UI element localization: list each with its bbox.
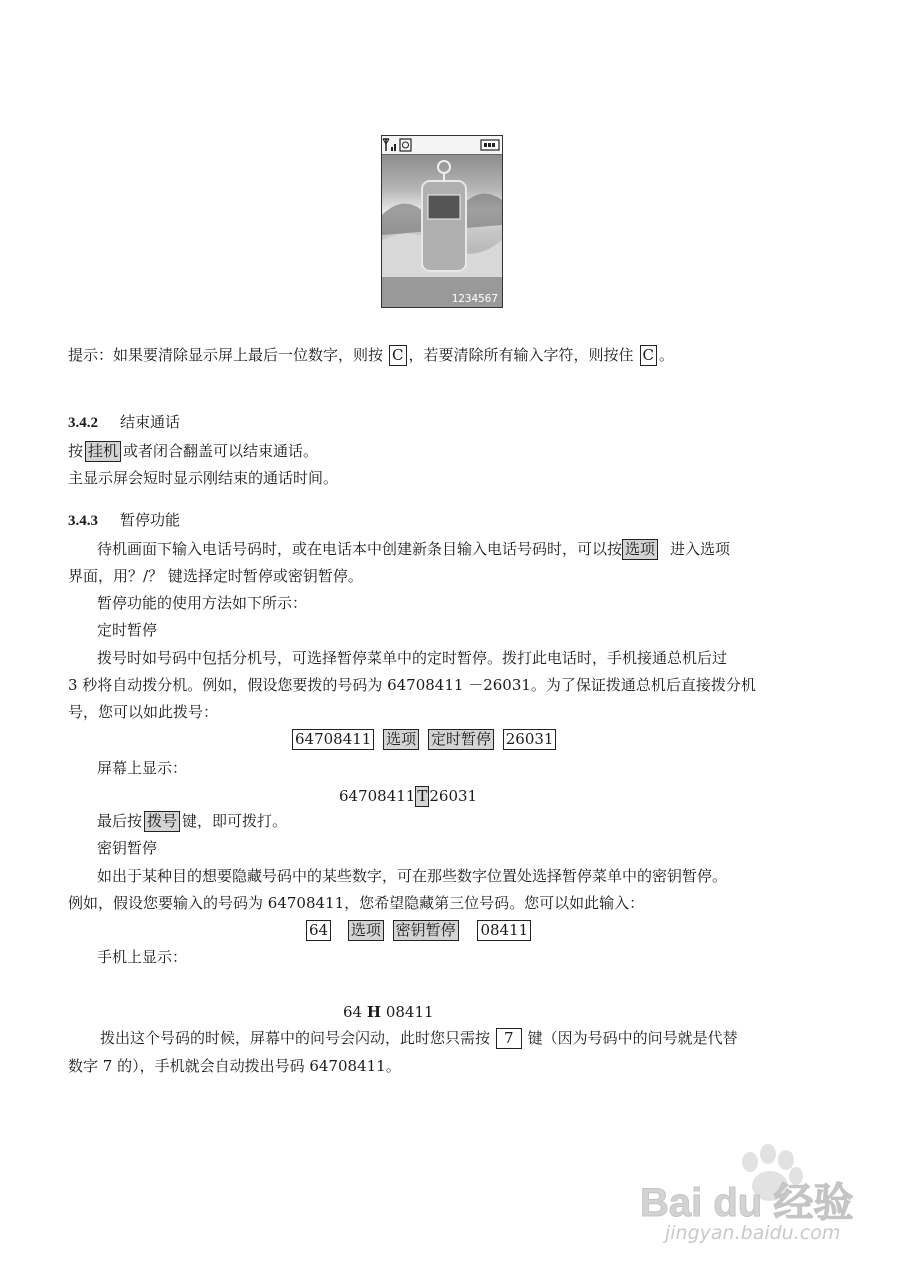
key-secret-pause: 密钥暂停 xyxy=(393,920,459,941)
key-pause-title: 密钥暂停 xyxy=(97,839,158,857)
key-number-64708411: 64708411 xyxy=(292,729,374,750)
timed-para-line-1: 拨号时如号码中包括分机号，可选择暂停菜单中的定时暂停。拨打此电话时，手机接通总机后过 xyxy=(97,649,728,667)
phone-screen-image xyxy=(381,135,503,308)
section-title: 结束通话 xyxy=(120,413,181,431)
key-dial: 拨号 xyxy=(144,811,180,832)
phone-icon xyxy=(400,139,411,151)
section-heading-343 xyxy=(68,509,180,532)
timed-para-line-2: 3 秒将自动拨分机。例如，假设您要拨的号码为 64708411 －26031。为了保证拨通总机后直接拨分机 xyxy=(68,676,756,694)
tip-line xyxy=(68,344,674,366)
key-number-26031: 26031 xyxy=(503,729,557,750)
key-7: 7 xyxy=(496,1028,522,1049)
watermark-logo: Bai du 经验 xyxy=(640,1181,854,1225)
final-para-line-2: 数字 7 的），手机就会自动拨出号码 64708411。 xyxy=(68,1057,401,1075)
key-para-line-2: 例如，假设您要输入的号码为 64708411，您希望隐藏第三位号码。您可以如此输入： xyxy=(68,894,645,912)
timed-para-line-3: 号，您可以如此拨号： xyxy=(68,703,219,721)
final-para-line-1 xyxy=(100,1027,738,1049)
tip-text-2: ，若要清除所有输入字符，则按住 xyxy=(408,346,634,364)
key-options: 选项 xyxy=(348,920,384,941)
text: 26031 xyxy=(429,787,478,805)
text: 键（因为号码中的问号就是代替 xyxy=(527,1029,738,1047)
timed-pause-marker: T xyxy=(417,787,428,805)
signal-icon xyxy=(383,139,396,151)
tip-text-1: 提示：如果要清除显示屏上最后一位数字，则按 xyxy=(68,346,384,364)
key-display-result xyxy=(343,1001,434,1023)
pause-usage-line: 暂停功能的使用方法如下所示： xyxy=(97,594,308,612)
phone-status-bar xyxy=(382,136,502,155)
text: 待机画面下输入电话号码时，或在电话本中创建新条目输入电话号码时，可以按 xyxy=(97,540,623,558)
key-options: 选项 xyxy=(622,539,658,560)
text: 拨出这个号码的时候，屏幕中的问号会闪动，此时您只需按 xyxy=(100,1029,491,1047)
end-call-line xyxy=(68,440,318,462)
dialed-digits: 1234567 xyxy=(451,292,498,305)
key-number-64: 64 xyxy=(306,920,331,941)
key-timed-pause: 定时暂停 xyxy=(428,729,494,750)
section-number: 3.4.3 xyxy=(68,513,98,529)
phone-input-bar xyxy=(382,277,502,307)
text: 64708411 xyxy=(339,787,416,805)
screen-display-label-2: 手机上显示： xyxy=(97,948,188,966)
phone-wallpaper xyxy=(382,155,502,277)
section-title: 暂停功能 xyxy=(120,511,181,529)
tip-text-3: 。 xyxy=(659,346,675,364)
screen-display-label-1: 屏幕上显示： xyxy=(97,759,188,777)
watermark-url: jingyan.baidu.com xyxy=(665,1222,841,1244)
pause-para-line-1 xyxy=(97,538,730,560)
key-c-hold: C xyxy=(640,345,657,366)
section-number: 3.4.2 xyxy=(68,415,98,431)
dial-instruction-line xyxy=(97,810,287,832)
section-heading-342 xyxy=(68,411,180,434)
text: 08411 xyxy=(385,1003,434,1021)
text: 键，即可拨打。 xyxy=(182,812,288,830)
timed-display-result xyxy=(339,785,477,807)
text: 或者闭合翻盖可以结束通话。 xyxy=(123,442,319,460)
wallpaper-phone-graphic xyxy=(382,155,502,277)
timed-pause-title: 定时暂停 xyxy=(97,621,158,639)
key-options: 选项 xyxy=(383,729,419,750)
battery-icon xyxy=(481,140,499,150)
call-time-line: 主显示屏会短时显示刚结束的通话时间。 xyxy=(68,469,339,487)
key-hangup: 挂机 xyxy=(85,441,121,462)
key-pause-sequence xyxy=(304,919,533,941)
timed-key-sequence xyxy=(290,728,558,750)
key-c: C xyxy=(389,345,406,366)
text: 进入选项 xyxy=(670,540,731,558)
key-number-08411: 08411 xyxy=(477,920,531,941)
status-icons xyxy=(382,136,502,154)
pause-para-line-2: 界面，用？/？ 键选择定时暂停或密钥暂停。 xyxy=(68,567,363,585)
key-para-line-1: 如出于某种目的想要隐藏号码中的某些数字，可在那些数字位置处选择暂停菜单中的密钥暂停。 xyxy=(97,867,728,885)
text: 64 xyxy=(343,1003,363,1021)
text: 最后按 xyxy=(97,812,143,830)
key-pause-marker: H xyxy=(366,1003,382,1021)
text: 按 xyxy=(68,442,84,460)
